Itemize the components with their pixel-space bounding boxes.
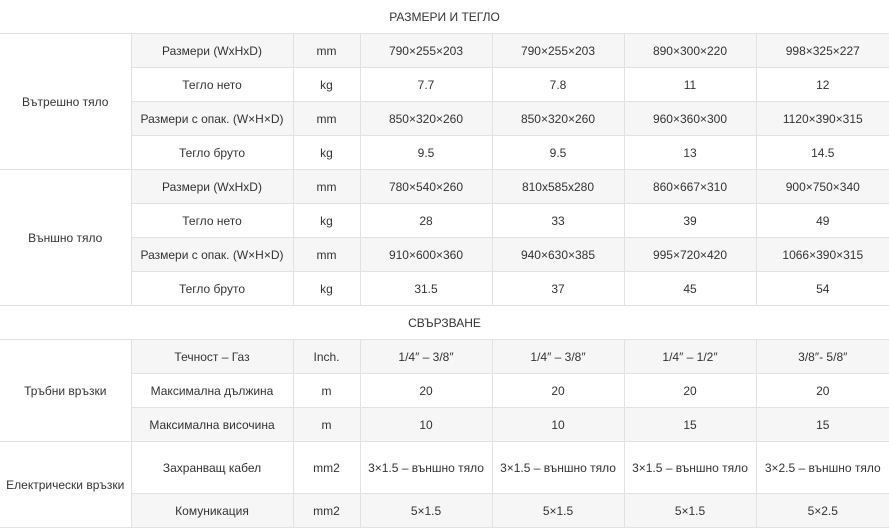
row-unit: kg [293,68,360,102]
cell-value: 1120×390×315 [756,102,889,136]
cell-value: 39 [624,204,756,238]
row-label: Размери с опак. (W×H×D) [131,102,293,136]
table-row [0,204,889,238]
cell-value: 9.5 [492,136,624,170]
cell-value: 960×360×300 [624,102,756,136]
cell-value: 890×300×220 [624,34,756,68]
cell-value: 5×1.5 [624,494,756,528]
row-label: Размери с опак. (W×H×D) [131,238,293,272]
cell-value: 5×1.5 [492,494,624,528]
cell-value: 910×600×360 [360,238,492,272]
cell-value: 49 [756,204,889,238]
row-unit: Inch. [293,340,360,374]
cell-value: 28 [360,204,492,238]
row-label: Тегло бруто [131,272,293,306]
cell-value: 12 [756,68,889,102]
table-row [0,102,889,136]
cell-value: 3×2.5 – външно тяло [756,442,889,494]
row-label: Тегло бруто [131,136,293,170]
row-label: Тегло нето [131,204,293,238]
cell-value: 9.5 [360,136,492,170]
cell-value: 780×540×260 [360,170,492,204]
group-label-pipes: Тръбни връзки [0,340,131,442]
row-unit: mm2 [293,494,360,528]
row-label: Максимална дължина [131,374,293,408]
cell-value: 995×720×420 [624,238,756,272]
row-label: Захранващ кабел [131,442,293,494]
table-row [0,340,889,374]
row-unit: m [293,374,360,408]
cell-value: 1066×390×315 [756,238,889,272]
table-row [0,34,889,68]
cell-value: 850×320×260 [360,102,492,136]
cell-value: 1/4″ – 3/8″ [360,340,492,374]
table-row [0,68,889,102]
cell-value: 10 [492,408,624,442]
cell-value: 13 [624,136,756,170]
row-label: Размери (WxHxD) [131,34,293,68]
group-label-indoor: Вътрешно тяло [0,34,131,170]
row-label: Комуникация [131,494,293,528]
cell-value: 33 [492,204,624,238]
row-unit: mm [293,34,360,68]
table-row [0,170,889,204]
cell-value: 15 [756,408,889,442]
row-unit: mm2 [293,442,360,494]
cell-value: 14.5 [756,136,889,170]
cell-value: 900×750×340 [756,170,889,204]
cell-value: 5×2.5 [756,494,889,528]
cell-value: 7.7 [360,68,492,102]
table-row [0,442,889,494]
cell-value: 5×1.5 [360,494,492,528]
cell-value: 7.8 [492,68,624,102]
cell-value: 940×630×385 [492,238,624,272]
cell-value: 20 [492,374,624,408]
section-row [0,0,889,34]
section-row [0,306,889,340]
cell-value: 3/8″- 5/8″ [756,340,889,374]
cell-value: 15 [624,408,756,442]
cell-value: 3×1.5 – външно тяло [624,442,756,494]
cell-value: 998×325×227 [756,34,889,68]
row-label: Течност – Газ [131,340,293,374]
row-unit: kg [293,272,360,306]
table-row [0,494,889,528]
cell-value: 20 [624,374,756,408]
cell-value: 1/4″ – 1/2″ [624,340,756,374]
row-unit: kg [293,204,360,238]
cell-value: 11 [624,68,756,102]
section-title-connection: СВЪРЗВАНЕ [0,306,889,340]
cell-value: 31.5 [360,272,492,306]
table-row [0,136,889,170]
row-unit: mm [293,170,360,204]
cell-value: 37 [492,272,624,306]
section-title-size-weight: РАЗМЕРИ И ТЕГЛО [0,0,889,34]
cell-value: 790×255×203 [360,34,492,68]
row-unit: m [293,408,360,442]
table-row [0,272,889,306]
cell-value: 790×255×203 [492,34,624,68]
cell-value: 850×320×260 [492,102,624,136]
table-row [0,238,889,272]
row-unit: kg [293,136,360,170]
cell-value: 810x585x280 [492,170,624,204]
table-row [0,408,889,442]
row-unit: mm [293,102,360,136]
row-label: Размери (WxHxD) [131,170,293,204]
cell-value: 10 [360,408,492,442]
row-label: Максимална височина [131,408,293,442]
cell-value: 3×1.5 – външно тяло [492,442,624,494]
cell-value: 54 [756,272,889,306]
cell-value: 3×1.5 – външно тяло [360,442,492,494]
group-label-outdoor: Външно тяло [0,170,131,306]
cell-value: 860×667×310 [624,170,756,204]
cell-value: 1/4″ – 3/8″ [492,340,624,374]
group-label-electrical: Електрически връзки [0,442,131,528]
row-label: Тегло нето [131,68,293,102]
cell-value: 20 [756,374,889,408]
cell-value: 45 [624,272,756,306]
cell-value: 20 [360,374,492,408]
row-unit: mm [293,238,360,272]
table-row [0,374,889,408]
